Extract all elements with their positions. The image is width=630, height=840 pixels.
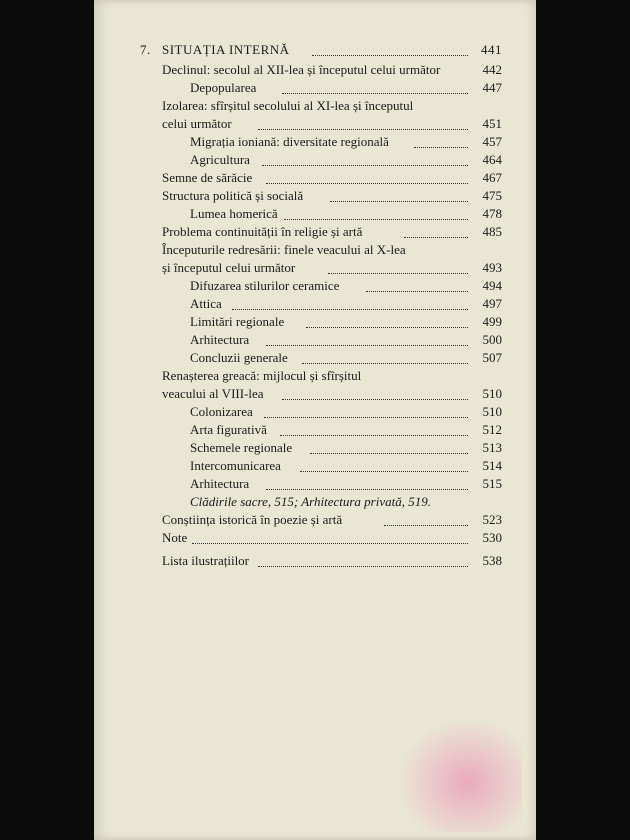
toc-entry: veacului al VIII-lea 510 xyxy=(162,386,502,401)
toc-entry: Agricultura 464 xyxy=(190,152,502,167)
leader-dots xyxy=(414,147,468,148)
leader-dots xyxy=(300,471,468,472)
leader-dots xyxy=(404,237,468,238)
toc-entry: Limitări regionale 499 xyxy=(190,314,502,329)
toc-entry: Intercomunicarea 514 xyxy=(190,458,502,473)
toc-entry: Începuturile redresării: finele veacului al X-lea xyxy=(162,242,406,257)
toc-entry: Lista ilustrațiilor 538 xyxy=(162,553,502,568)
toc-entry: Difuzarea stilurilor ceramice 494 xyxy=(190,278,502,293)
leader-dots xyxy=(262,165,468,166)
leader-dots xyxy=(284,219,468,220)
leader-dots xyxy=(282,399,468,400)
toc-entry: Problema continuității în religie și artă 485 xyxy=(162,224,502,239)
chapter-number: 7. xyxy=(140,42,151,57)
toc-entry: Arta figurativă 512 xyxy=(190,422,502,437)
leader-dots xyxy=(384,525,468,526)
toc-entry: Note 530 xyxy=(162,530,502,545)
toc-entry: Arhitectura 500 xyxy=(190,332,502,347)
leader-dots xyxy=(258,129,468,130)
toc-entry: Lumea homerică 478 xyxy=(190,206,502,221)
leader-dots xyxy=(280,435,468,436)
leader-dots xyxy=(282,93,468,94)
toc-entry: Arhitectura 515 xyxy=(190,476,502,491)
toc-entry: Renașterea greacă: mijlocul și sfîrșitul xyxy=(162,368,362,383)
toc-entry: celui următor 451 xyxy=(162,116,502,131)
toc-subentry: Clădirile sacre, 515; Arhitectura privată, 519. xyxy=(190,494,431,509)
toc-entry: Izolarea: sfîrșitul secolului al XI-lea și începutul xyxy=(162,98,414,113)
toc-entry: Declinul: secolul al XII-lea și începutul celui următor 442 xyxy=(162,62,502,77)
toc-entry: Conștiința istorică în poezie și artă 523 xyxy=(162,512,502,527)
toc-entry: Migrația ioniană: diversitate regională 457 xyxy=(190,134,502,149)
toc-entry: Schemele regionale 513 xyxy=(190,440,502,455)
toc-entry: Colonizarea 510 xyxy=(190,404,502,419)
leader-dots xyxy=(192,543,468,544)
page-number: 441 xyxy=(481,42,502,57)
leader-dots xyxy=(264,417,468,418)
leader-dots xyxy=(266,489,468,490)
leader-dots xyxy=(266,183,468,184)
toc-entry: Concluzii generale 507 xyxy=(190,350,502,365)
leader-dots xyxy=(312,55,468,56)
leader-dots xyxy=(330,201,468,202)
chapter-heading xyxy=(140,41,502,59)
leader-dots xyxy=(266,345,468,346)
leader-dots xyxy=(366,291,468,292)
leader-dots xyxy=(302,363,468,364)
leader-dots xyxy=(306,327,468,328)
toc-entry: Depopularea 447 xyxy=(190,80,502,95)
toc-entry: Attica 497 xyxy=(190,296,502,311)
toc-entry: Structura politică și socială 475 xyxy=(162,188,502,203)
chapter-title: SITUAȚIA INTERNĂ xyxy=(162,42,290,57)
leader-dots xyxy=(258,566,468,567)
leader-dots xyxy=(310,453,468,454)
leader-dots xyxy=(328,273,468,274)
leader-dots xyxy=(232,309,468,310)
toc-entry: și începutul celui următor 493 xyxy=(162,260,502,275)
toc-entry: Semne de sărăcie 467 xyxy=(162,170,502,185)
